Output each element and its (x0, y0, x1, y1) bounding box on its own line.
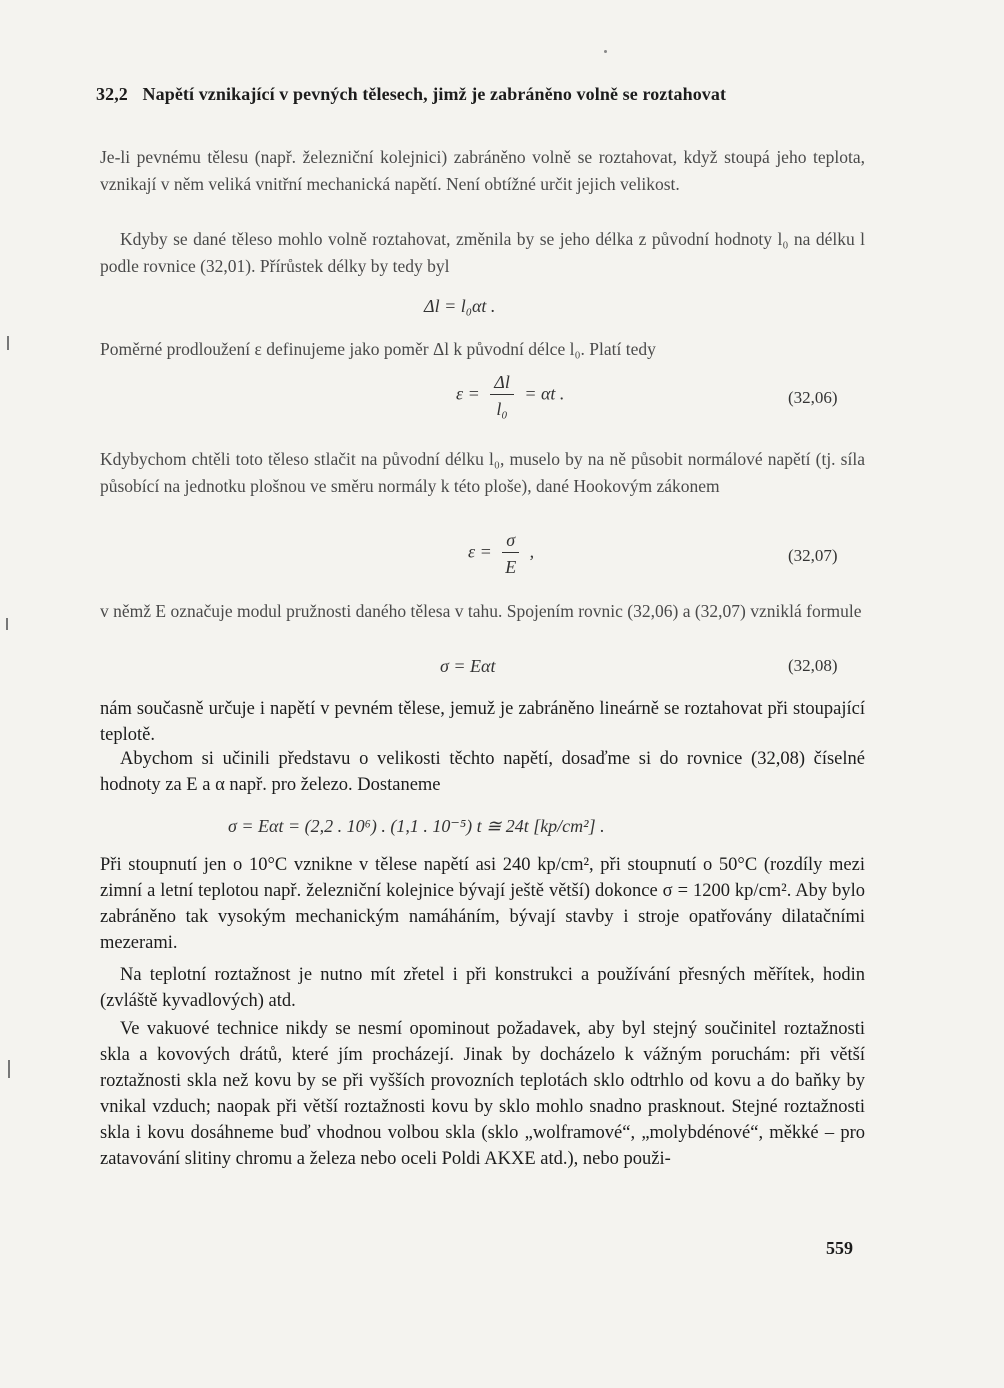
margin-mark (7, 336, 9, 350)
hooke-lhs: ε = (468, 541, 492, 562)
equation-number-32-07: (32,07) (788, 546, 838, 565)
section-heading (96, 84, 836, 105)
margin-mark (8, 1060, 10, 1078)
paragraph-2: Kdyby se dané těleso mohlo volně roztahovat, změnila by se jeho délka z původní hodnoty l₀ na délku l podle rovnice (32,01). Přírůstek délky by tedy byl (100, 229, 865, 276)
speck (604, 50, 607, 53)
strain-lhs: ε = (456, 383, 480, 404)
equation-number-32-08: (32,08) (788, 656, 838, 675)
hooke-numerator: σ (502, 530, 519, 553)
paragraph-6: nám současně určuje i napětí v pevném tělese, jemuž je zabráněno lineárně se roztahovat při stoupající teplotě. (100, 699, 865, 745)
equation-numeric: σ = Eαt = (2,2 . 10⁶) . (1,1 . 10⁻⁵) t ≅ 24t [kp/cm²] . (228, 816, 605, 836)
section-title: Napětí vznikající v pevných tělesech, jimž je zabráněno volně se roztahovat (142, 84, 727, 104)
paragraph-3: Poměrné prodloužení ε definujeme jako poměr Δl k původní délce l₀. Platí tedy (100, 339, 656, 359)
strain-numerator: Δl (490, 372, 514, 395)
hooke-denominator: E (505, 557, 517, 577)
strain-fraction (490, 372, 514, 419)
equation-number-32-06: (32,06) (788, 388, 838, 407)
strain-rhs: = αt . (524, 383, 565, 404)
equation-hooke (468, 530, 534, 577)
equation-strain (456, 372, 564, 419)
hooke-fraction (502, 530, 519, 577)
equation-sigma: σ = Eαt (440, 656, 496, 676)
paragraph-9: Na teplotní roztažnost je nutno mít zřetel i při konstrukci a používání přesných měřítek, hodin (zvláště kyvadlových) atd. (100, 965, 865, 1011)
paragraph-7: Abychom si učinili představu o velikosti těchto napětí, dosaďme si do rovnice (32,08) číselné hodnoty za E a α např. pro železo. Dostaneme (100, 749, 865, 795)
equation-delta-l: Δl = l₀αt . (424, 296, 496, 316)
paragraph-8: Při stoupnutí jen o 10°C vznikne v tělese napětí asi 240 kp/cm², při stoupnutí o 50°C (rozdíly mezi zimní a letní teplotou např. železniční kolejnice bývají ještě větší) dokonce σ = 1200 kp/cm². Aby bylo zabráněno tak vysokým mechanickým namáháním, bývají stavby i stroje opatřovány dilatačními mezerami. (100, 855, 865, 953)
strain-denominator: l₀ (496, 399, 508, 419)
paragraph-1: Je-li pevnému tělesu (např. železniční kolejnici) zabráněno volně se roztahovat, když stoupá jeho teplota, vznikají v něm veliká vnitřní mechanická napětí. Není obtížné určit jejich velikost. (100, 147, 865, 194)
section-number: 32,2 (96, 84, 128, 104)
margin-mark (6, 618, 8, 630)
hooke-rhs: , (529, 541, 535, 562)
paragraph-10: Ve vakuové technice nikdy se nesmí opominout požadavek, aby byl stejný součinitel roztažnosti skla a kovových drátů, které jím procházejí. Jinak by docházelo k vážným poruchám: při větší roztažnosti skla než kovu by se při vyšších provozních teplotách sklo odtrhlo od kovu a do baňky by vnikal vzduch; naopak při větší roztažnosti kovu by sklo mohlo snadno prasknout. Stejné roztažnosti skla i kovu dosáhneme buď vhodnou volbou skla (sklo „wolframové“, „molybdénové“, měkké – pro zatavování slitiny chromu a železa nebo oceli Poldi AKXE atd.), nebo použi- (100, 1019, 865, 1169)
page-number: 559 (826, 1238, 853, 1258)
paragraph-5: v němž E označuje modul pružnosti daného tělesa v tahu. Spojením rovnic (32,06) a (32,07) vzniklá formule (100, 601, 862, 621)
paragraph-4: Kdybychom chtěli toto těleso stlačit na původní délku l₀, muselo by na ně působit normálové napětí (tj. síla působící na jednotku plošnou ve směru normály k této ploše), dané Hookovým zákonem (100, 449, 865, 496)
